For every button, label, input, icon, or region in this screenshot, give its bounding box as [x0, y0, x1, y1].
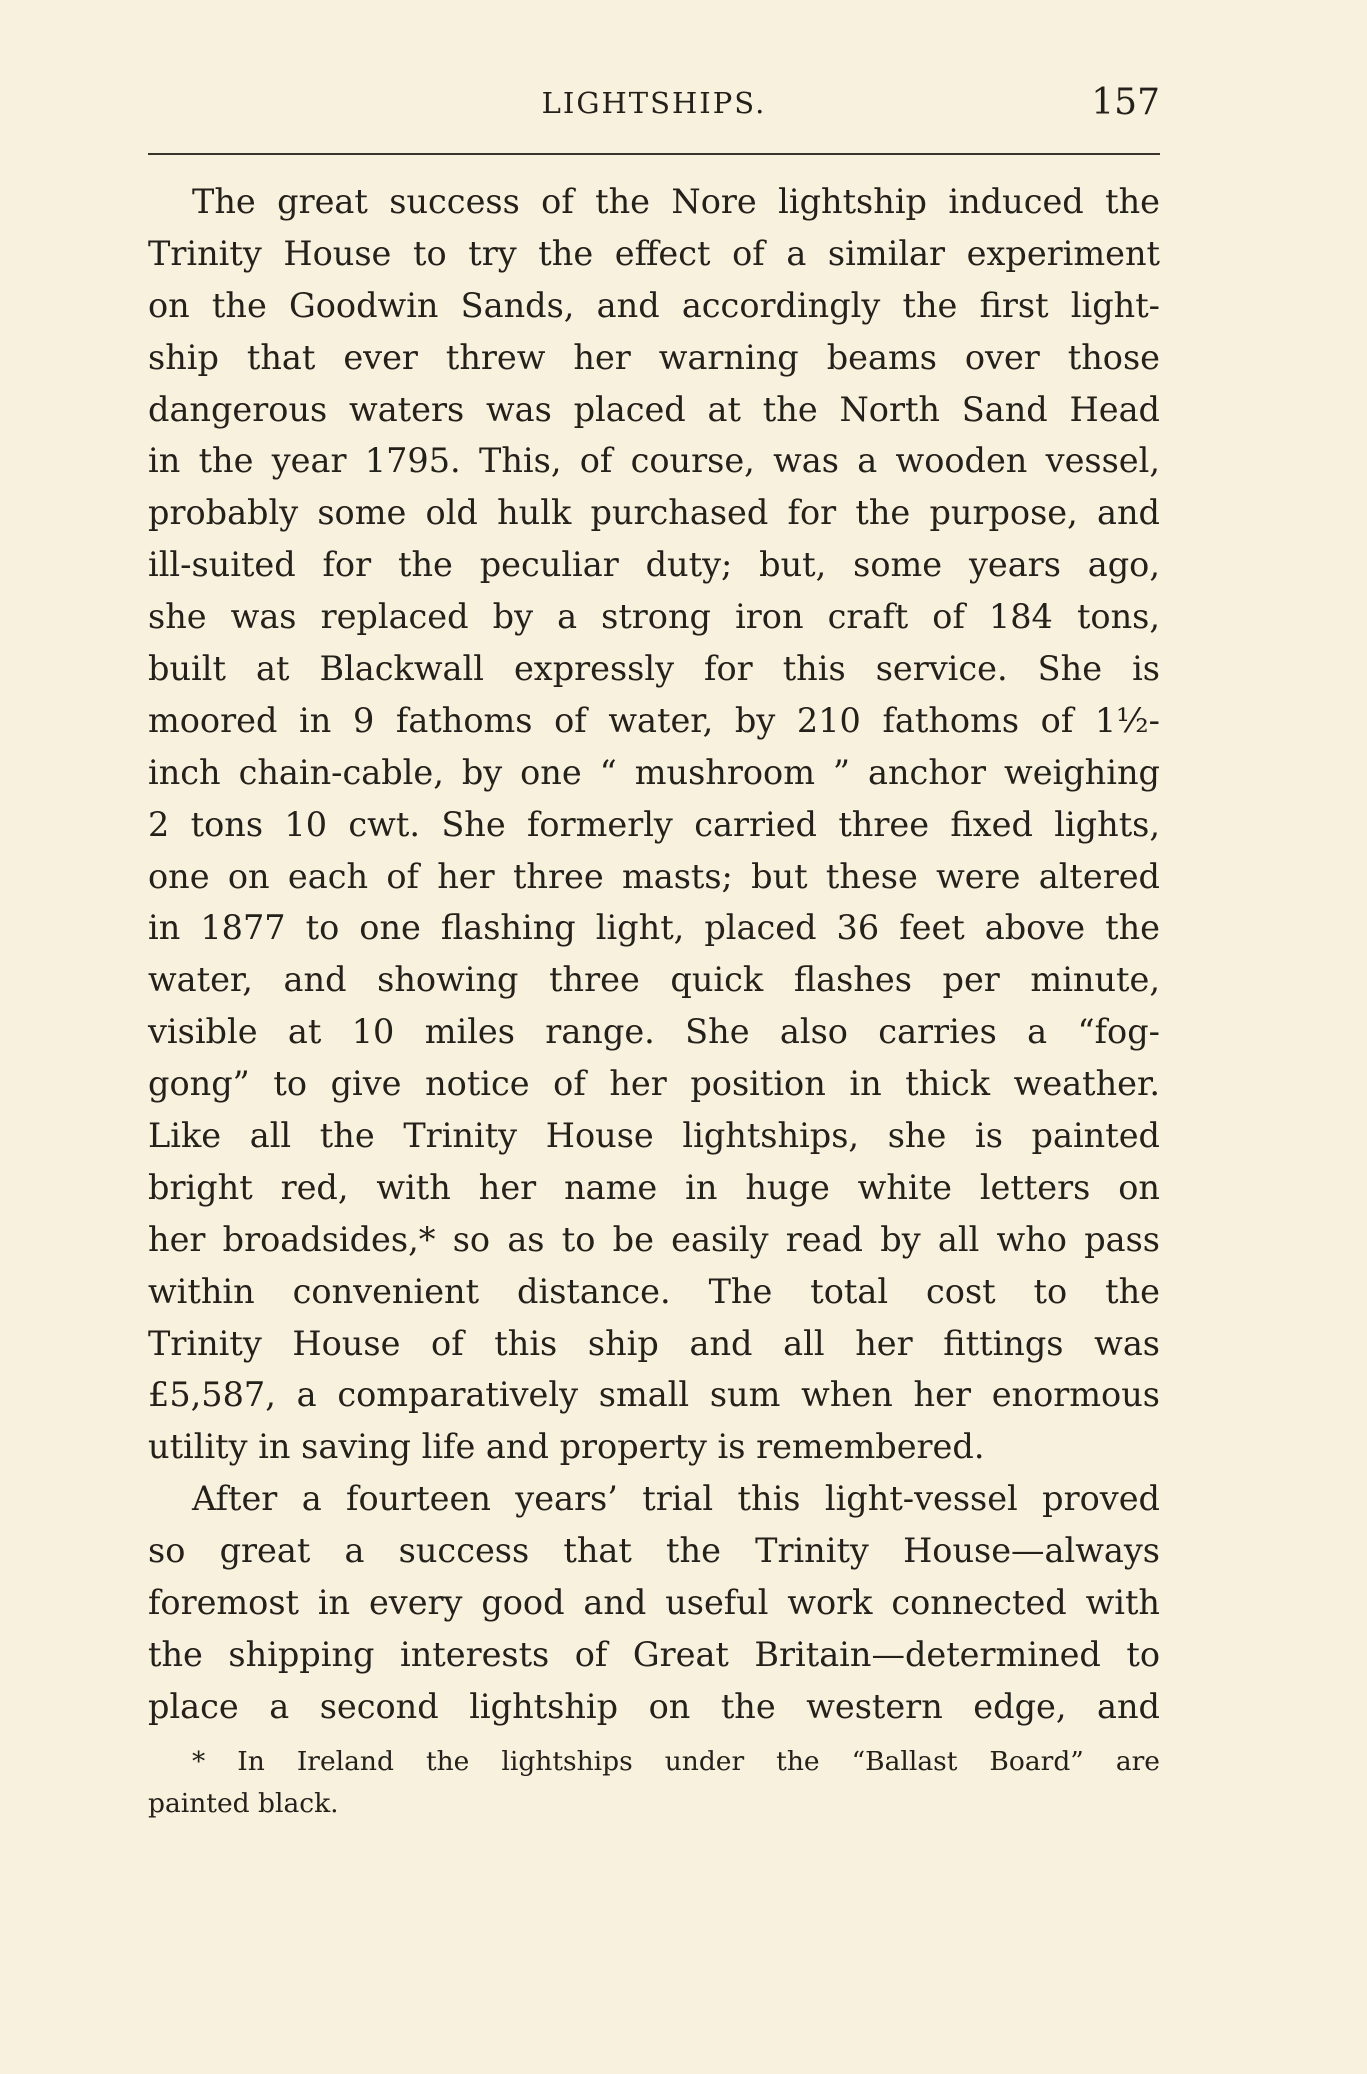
footnote-line: painted black. — [148, 1788, 339, 1819]
text-line: in the year 1795. This, of course, was a wooden vessel, — [148, 441, 1160, 481]
text-line: utility in saving life and property is remembered. — [148, 1427, 985, 1467]
text-line: bright red, with her name in huge white letters on — [148, 1167, 1160, 1207]
running-title: LIGHTSHIPS. — [541, 86, 767, 120]
text-line: Trinity House of this ship and all her fittings was — [148, 1323, 1160, 1363]
text-line: gong” to give notice of her position in thick weather. — [148, 1064, 1160, 1104]
text-line: built at Blackwall expressly for this service. She is — [148, 649, 1160, 689]
text-line: probably some old hulk purchased for the purpose, and — [148, 493, 1160, 533]
text-line: moored in 9 fathoms of water, by 210 fathoms of 1½- — [148, 700, 1160, 740]
text-line: dangerous waters was placed at the North Sand Head — [148, 389, 1160, 429]
text-line: water, and showing three quick flashes per minute, — [148, 960, 1160, 1000]
text-line: ship that ever threw her warning beams over those — [148, 337, 1160, 377]
text-line: in 1877 to one flashing light, placed 36 feet above the — [148, 908, 1160, 948]
text-line: After a fourteen years’ trial this light-vessel proved — [192, 1479, 1160, 1519]
body-text — [148, 176, 1160, 1733]
running-header — [148, 82, 1160, 132]
text-line: so great a success that the Trinity House—always — [148, 1531, 1160, 1571]
text-line: her broadsides,* so as to be easily read by all who pass — [148, 1219, 1160, 1259]
text-line: visible at 10 miles range. She also carries a “fog- — [148, 1012, 1160, 1052]
text-line: she was replaced by a strong iron craft of 184 tons, — [148, 597, 1160, 637]
text-line: the shipping interests of Great Britain—determined to — [148, 1634, 1160, 1674]
text-line: within convenient distance. The total cost to the — [148, 1271, 1160, 1311]
footnote — [148, 1741, 1160, 1825]
text-line: foremost in every good and useful work connected with — [148, 1583, 1160, 1623]
text-line: The great success of the Nore lightship induced the — [192, 182, 1160, 221]
text-line: ill-suited for the peculiar duty; but, some years ago, — [148, 545, 1160, 585]
page-number: 157 — [1091, 82, 1160, 123]
text-line: Like all the Trinity House lightships, she is painted — [148, 1116, 1160, 1156]
text-line: on the Goodwin Sands, and accordingly the first light- — [148, 285, 1160, 325]
text-line: one on each of her three masts; but these were altered — [148, 856, 1160, 896]
header-rule — [148, 153, 1160, 155]
text-line: Trinity House to try the effect of a similar experiment — [148, 233, 1160, 273]
footnote-line: * In Ireland the lightships under the “Ballast Board” are — [192, 1746, 1160, 1777]
text-line: inch chain-cable, by one “ mushroom ” anchor weighing — [148, 752, 1160, 792]
text-line: £5,587, a comparatively small sum when her enormous — [148, 1375, 1160, 1415]
text-line: place a second lightship on the western edge, and — [148, 1686, 1160, 1726]
text-line: 2 tons 10 cwt. She formerly carried three fixed lights, — [148, 804, 1160, 844]
